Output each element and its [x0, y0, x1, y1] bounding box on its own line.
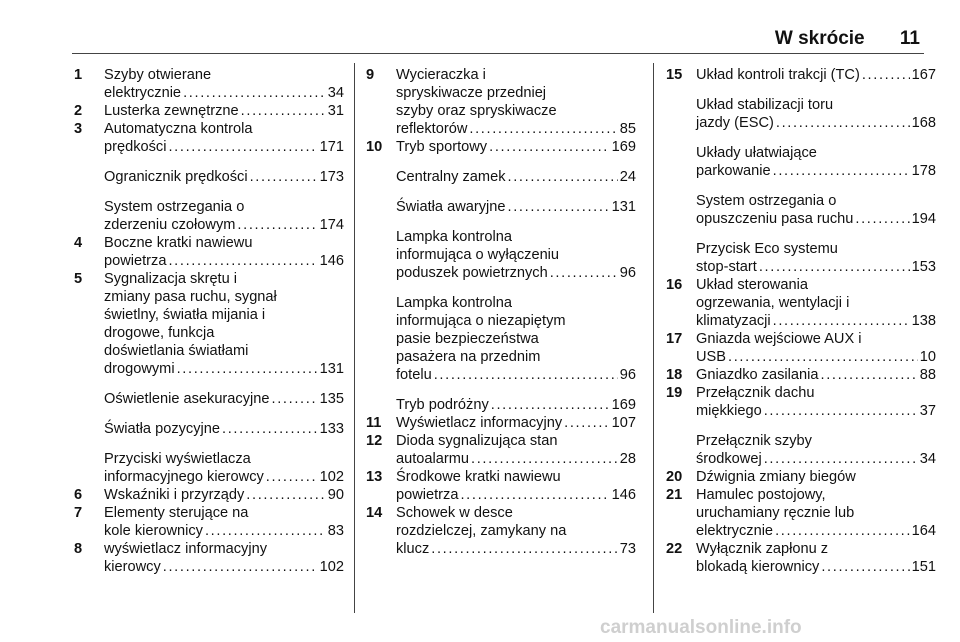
- leader-dots: [241, 102, 326, 120]
- page-reference[interactable]: 164: [911, 523, 936, 539]
- index-entry[interactable]: [366, 396, 636, 414]
- entry-number: 6: [74, 487, 83, 503]
- entry-number: 7: [74, 505, 83, 521]
- entry-text-line: pasażera na przednim: [396, 349, 541, 365]
- page-reference[interactable]: 171: [319, 139, 344, 155]
- index-entry[interactable]: [74, 450, 344, 486]
- leader-dots: [489, 138, 610, 156]
- page-reference[interactable]: 133: [319, 421, 344, 437]
- entry-number: 19: [666, 385, 683, 401]
- entry-title: Gniazdko zasilania: [696, 367, 819, 383]
- entry-title: elektrycznie: [696, 523, 774, 539]
- entry-title: Układ kontroli trakcji (TC): [696, 67, 860, 83]
- entry-text-line: Przełącznik dachu: [696, 385, 815, 401]
- entry-text-line: Wyłącznik zapłonu z: [696, 541, 829, 557]
- entry-text-line: [696, 114, 936, 132]
- entry-number: 21: [666, 487, 683, 503]
- entry-text-line: [696, 258, 936, 276]
- page-reference[interactable]: 146: [611, 487, 636, 503]
- leader-dots: [821, 366, 918, 384]
- page-reference[interactable]: 102: [319, 469, 344, 485]
- entry-text-line: [696, 522, 936, 540]
- entry-title: opuszczeniu pasa ruchu: [696, 211, 854, 227]
- leader-dots: [471, 450, 618, 468]
- entry-number: 11: [366, 415, 382, 431]
- leader-dots: [508, 168, 618, 186]
- page-reference[interactable]: 85: [619, 121, 636, 137]
- page-reference[interactable]: 31: [327, 103, 344, 119]
- index-entry[interactable]: [366, 414, 636, 432]
- entry-text-line: [104, 486, 344, 504]
- page-reference[interactable]: 37: [919, 403, 936, 419]
- index-entry[interactable]: [74, 270, 344, 378]
- leader-dots: [550, 264, 618, 282]
- entry-number: 15: [666, 67, 683, 83]
- entry-text-line: rozdzielczej, zamykany na: [396, 523, 567, 539]
- page-reference[interactable]: 90: [327, 487, 344, 503]
- index-entry[interactable]: [666, 276, 936, 330]
- page-reference[interactable]: 73: [619, 541, 636, 557]
- entry-text-line: [104, 84, 344, 102]
- entry-text-line: [396, 120, 636, 138]
- entry-title: blokadą kierownicy: [696, 559, 820, 575]
- entry-title: klucz: [396, 541, 430, 557]
- entry-text-line: drogowe, funkcja: [104, 325, 215, 341]
- entry-text-line: [104, 102, 344, 120]
- entry-text-line: Lampka kontrolna: [396, 229, 513, 245]
- entry-text-line: [696, 348, 936, 366]
- leader-dots: [183, 84, 326, 102]
- leader-dots: [246, 486, 325, 504]
- page-reference[interactable]: 34: [327, 85, 344, 101]
- entry-text-line: [696, 402, 936, 420]
- entry-text-line: [696, 366, 936, 384]
- entry-title: informacyjnego kierowcy: [104, 469, 264, 485]
- page-reference[interactable]: 194: [911, 211, 936, 227]
- entry-text-line: [104, 522, 344, 540]
- entry-title: jazdy (ESC): [696, 115, 774, 131]
- entry-text-line: [104, 216, 344, 234]
- entry-text-line: [696, 162, 936, 180]
- entry-text-line: System ostrzegania o: [696, 193, 837, 209]
- page-reference[interactable]: 178: [911, 163, 936, 179]
- leader-dots: [564, 414, 610, 432]
- entry-title: stop-start: [696, 259, 757, 275]
- entry-text-line: Hamulec postojowy,: [696, 487, 826, 503]
- entry-title: USB: [696, 349, 727, 365]
- entry-text-line: [696, 558, 936, 576]
- leader-dots: [205, 522, 326, 540]
- index-entry[interactable]: [74, 540, 344, 576]
- entry-text-line: [104, 252, 344, 270]
- page-header: [72, 28, 920, 50]
- index-entry[interactable]: [666, 366, 936, 384]
- index-entry[interactable]: [74, 486, 344, 504]
- entry-text-line: zmiany pasa ruchu, sygnał: [104, 289, 277, 305]
- entry-title: fotelu: [396, 367, 432, 383]
- entry-title: środkowej: [696, 451, 762, 467]
- page-reference[interactable]: 168: [911, 115, 936, 131]
- entry-text-line: ogrzewania, wentylacji i: [696, 295, 850, 311]
- entry-title: Światła pozycyjne: [104, 421, 220, 437]
- entry-text-line: [696, 450, 936, 468]
- page-reference[interactable]: 28: [619, 451, 636, 467]
- entry-text-line: spryskiwacze przedniej: [396, 85, 547, 101]
- leader-dots: [434, 366, 618, 384]
- entry-text-line: Sygnalizacja skrętu i: [104, 271, 238, 287]
- page-reference[interactable]: 96: [619, 367, 636, 383]
- entry-text-line: [396, 138, 636, 156]
- entry-text-line: [104, 168, 344, 186]
- entry-title: autoalarmu: [396, 451, 470, 467]
- entry-text-line: [396, 396, 636, 414]
- entry-number: 22: [666, 541, 683, 557]
- entry-title: reflektorów: [396, 121, 468, 137]
- entry-number: 20: [666, 469, 683, 485]
- column-divider: [354, 63, 355, 613]
- entry-text-line: Przycisk Eco systemu: [696, 241, 838, 257]
- entry-title: klimatyzacji: [696, 313, 771, 329]
- index-entry[interactable]: [366, 198, 636, 216]
- leader-dots: [431, 540, 618, 558]
- index-entry[interactable]: [666, 96, 936, 132]
- entry-number: 17: [666, 331, 683, 347]
- entry-text-line: Szyby otwierane: [104, 67, 212, 83]
- page-reference[interactable]: 131: [611, 199, 636, 215]
- entry-text-line: Dioda sygnalizująca stan: [396, 433, 558, 449]
- entry-text-line: Układy ułatwiające: [696, 145, 817, 161]
- entry-number: 14: [366, 505, 383, 521]
- entry-number: 13: [366, 469, 383, 485]
- entry-text-line: informująca o niezapiętym: [396, 313, 566, 329]
- entry-title: Wyświetlacz informacyjny: [396, 415, 563, 431]
- watermark: carmanualsonline.info: [600, 617, 802, 638]
- entry-number: 16: [666, 277, 683, 293]
- leader-dots: [237, 216, 317, 234]
- index-entry[interactable]: [366, 504, 636, 558]
- index-entry[interactable]: [74, 66, 344, 102]
- page-reference[interactable]: 102: [319, 559, 344, 575]
- entry-text-line: [104, 420, 344, 438]
- entry-title: poduszek powietrznych: [396, 265, 548, 281]
- leader-dots: [460, 486, 609, 504]
- page-reference[interactable]: 151: [911, 559, 936, 575]
- entry-text-line: [104, 138, 344, 156]
- index-column-2: [366, 66, 636, 558]
- entry-text-line: [104, 390, 344, 408]
- entry-text-line: Gniazda wejściowe AUX i: [696, 331, 862, 347]
- entry-number: 18: [666, 367, 683, 383]
- index-entry[interactable]: [366, 432, 636, 468]
- leader-dots: [266, 468, 318, 486]
- entry-text-line: [396, 414, 636, 432]
- entry-title: zderzeniu czołowym: [104, 217, 236, 233]
- entry-number: 9: [366, 67, 375, 83]
- leader-dots: [855, 210, 909, 228]
- entry-text-line: Przełącznik szyby: [696, 433, 812, 449]
- entry-text-line: [696, 468, 936, 486]
- index-entry[interactable]: [666, 384, 936, 420]
- entry-text-line: [104, 468, 344, 486]
- page-reference[interactable]: 83: [327, 523, 344, 539]
- entry-number: 3: [74, 121, 83, 137]
- index-entry[interactable]: [666, 432, 936, 468]
- entry-number: 12: [366, 433, 383, 449]
- entry-text-line: Środkowe kratki nawiewu: [396, 469, 561, 485]
- entry-text-line: [104, 360, 344, 378]
- index-entry[interactable]: [666, 486, 936, 540]
- section-title: W skrócie: [774, 28, 865, 49]
- index-entry[interactable]: [74, 120, 344, 156]
- entry-title: powietrza: [396, 487, 459, 503]
- entry-title: kierowcy: [104, 559, 161, 575]
- index-entry[interactable]: [74, 390, 344, 408]
- leader-dots: [163, 558, 318, 576]
- entry-text-line: System ostrzegania o: [104, 199, 245, 215]
- leader-dots: [862, 66, 910, 84]
- entry-number: 10: [366, 139, 383, 155]
- entry-text-line: Automatyczna kontrola: [104, 121, 253, 137]
- entry-text-line: Układ stabilizacji toru: [696, 97, 834, 113]
- leader-dots: [776, 114, 910, 132]
- index-entry[interactable]: [366, 168, 636, 186]
- leader-dots: [222, 420, 318, 438]
- entry-title: Lusterka zewnętrzne: [104, 103, 239, 119]
- leader-dots: [168, 138, 317, 156]
- page-reference[interactable]: 135: [319, 391, 344, 407]
- page-reference[interactable]: 138: [911, 313, 936, 329]
- column-divider: [653, 63, 654, 613]
- entry-text-line: Lampka kontrolna: [396, 295, 513, 311]
- page-reference[interactable]: 131: [319, 361, 344, 377]
- entry-number: 1: [74, 67, 83, 83]
- index-entry[interactable]: [666, 330, 936, 366]
- leader-dots: [759, 258, 910, 276]
- leader-dots: [728, 348, 918, 366]
- entry-text-line: [696, 312, 936, 330]
- page-number: 11: [899, 28, 920, 49]
- index-entry[interactable]: [74, 102, 344, 120]
- leader-dots: [250, 168, 318, 186]
- index-entry[interactable]: [366, 468, 636, 504]
- entry-text-line: [396, 264, 636, 282]
- leader-dots: [764, 402, 918, 420]
- entry-text-line: Przyciski wyświetlacza: [104, 451, 251, 467]
- entry-text-line: doświetlania światłami: [104, 343, 249, 359]
- entry-title: kole kierownicy: [104, 523, 203, 539]
- page-reference[interactable]: 153: [911, 259, 936, 275]
- entry-title: Tryb podróżny: [396, 397, 489, 413]
- entry-number: 2: [74, 103, 83, 119]
- page-reference[interactable]: 24: [619, 169, 636, 185]
- index-entry[interactable]: [666, 540, 936, 576]
- index-column-3: [666, 66, 936, 576]
- leader-dots: [775, 522, 910, 540]
- page-reference[interactable]: 96: [619, 265, 636, 281]
- entry-title: Oświetlenie asekuracyjne: [104, 391, 270, 407]
- entry-text-line: Układ sterowania: [696, 277, 808, 293]
- page-reference[interactable]: 107: [611, 415, 636, 431]
- page-reference[interactable]: 167: [911, 67, 936, 83]
- entry-title: Centralny zamek: [396, 169, 506, 185]
- page-reference[interactable]: 34: [919, 451, 936, 467]
- index-entry[interactable]: [366, 138, 636, 156]
- leader-dots: [177, 360, 318, 378]
- entry-title: Dźwignia zmiany biegów: [696, 469, 856, 485]
- entry-title: Wskaźniki i przyrządy: [104, 487, 245, 503]
- leader-dots: [764, 450, 918, 468]
- entry-number: 5: [74, 271, 83, 287]
- entry-text-line: pasie bezpieczeństwa: [396, 331, 539, 347]
- entry-title: Ogranicznik prędkości: [104, 169, 248, 185]
- index-entry[interactable]: [666, 66, 936, 84]
- entry-text-line: [396, 450, 636, 468]
- index-entry[interactable]: [74, 198, 344, 234]
- entry-title: Tryb sportowy: [396, 139, 488, 155]
- leader-dots: [168, 252, 317, 270]
- leader-dots: [271, 390, 317, 408]
- entry-text-line: [396, 198, 636, 216]
- entry-text-line: szyby oraz spryskiwacze: [396, 103, 557, 119]
- entry-title: powietrza: [104, 253, 167, 269]
- page-reference[interactable]: 174: [319, 217, 344, 233]
- entry-text-line: [396, 540, 636, 558]
- index-entry[interactable]: [366, 228, 636, 282]
- index-entry[interactable]: [366, 66, 636, 138]
- entry-text-line: [396, 486, 636, 504]
- leader-dots: [491, 396, 610, 414]
- leader-dots: [469, 120, 617, 138]
- leader-dots: [508, 198, 610, 216]
- leader-dots: [773, 162, 910, 180]
- page-reference[interactable]: 173: [319, 169, 344, 185]
- entry-text-line: Wycieraczka i: [396, 67, 486, 83]
- index-entry[interactable]: [366, 294, 636, 384]
- entry-title: drogowymi: [104, 361, 175, 377]
- page-reference[interactable]: 169: [611, 397, 636, 413]
- entry-text-line: Elementy sterujące na: [104, 505, 249, 521]
- entry-text-line: [696, 66, 936, 84]
- entry-title: miękkiego: [696, 403, 762, 419]
- entry-text-line: uruchamiany ręcznie lub: [696, 505, 855, 521]
- leader-dots: [821, 558, 909, 576]
- entry-title: Światła awaryjne: [396, 199, 506, 215]
- leader-dots: [773, 312, 910, 330]
- entry-title: parkowanie: [696, 163, 771, 179]
- entry-text-line: informująca o wyłączeniu: [396, 247, 560, 263]
- entry-number: 8: [74, 541, 83, 557]
- page-reference[interactable]: 88: [919, 367, 936, 383]
- entry-text-line: [696, 210, 936, 228]
- index-entry[interactable]: [666, 144, 936, 180]
- index-entry[interactable]: [666, 240, 936, 276]
- entry-text-line: świetlny, światła mijania i: [104, 307, 266, 323]
- entry-text-line: wyświetlacz informacyjny: [104, 541, 268, 557]
- entry-title: elektrycznie: [104, 85, 182, 101]
- page-reference[interactable]: 146: [319, 253, 344, 269]
- page-reference[interactable]: 169: [611, 139, 636, 155]
- index-entry[interactable]: [666, 468, 936, 486]
- entry-text-line: [104, 558, 344, 576]
- entry-text-line: [396, 168, 636, 186]
- entry-title: prędkości: [104, 139, 167, 155]
- entry-text-line: Schowek w desce: [396, 505, 513, 521]
- index-entry[interactable]: [74, 420, 344, 438]
- entry-number: 4: [74, 235, 83, 251]
- entry-text-line: Boczne kratki nawiewu: [104, 235, 253, 251]
- index-entry[interactable]: [74, 504, 344, 540]
- index-column-1: [74, 66, 344, 576]
- page-reference[interactable]: 10: [919, 349, 936, 365]
- index-entry[interactable]: [74, 168, 344, 186]
- header-rule: [72, 53, 924, 54]
- entry-text-line: [396, 366, 636, 384]
- index-entry[interactable]: [666, 192, 936, 228]
- index-entry[interactable]: [74, 234, 344, 270]
